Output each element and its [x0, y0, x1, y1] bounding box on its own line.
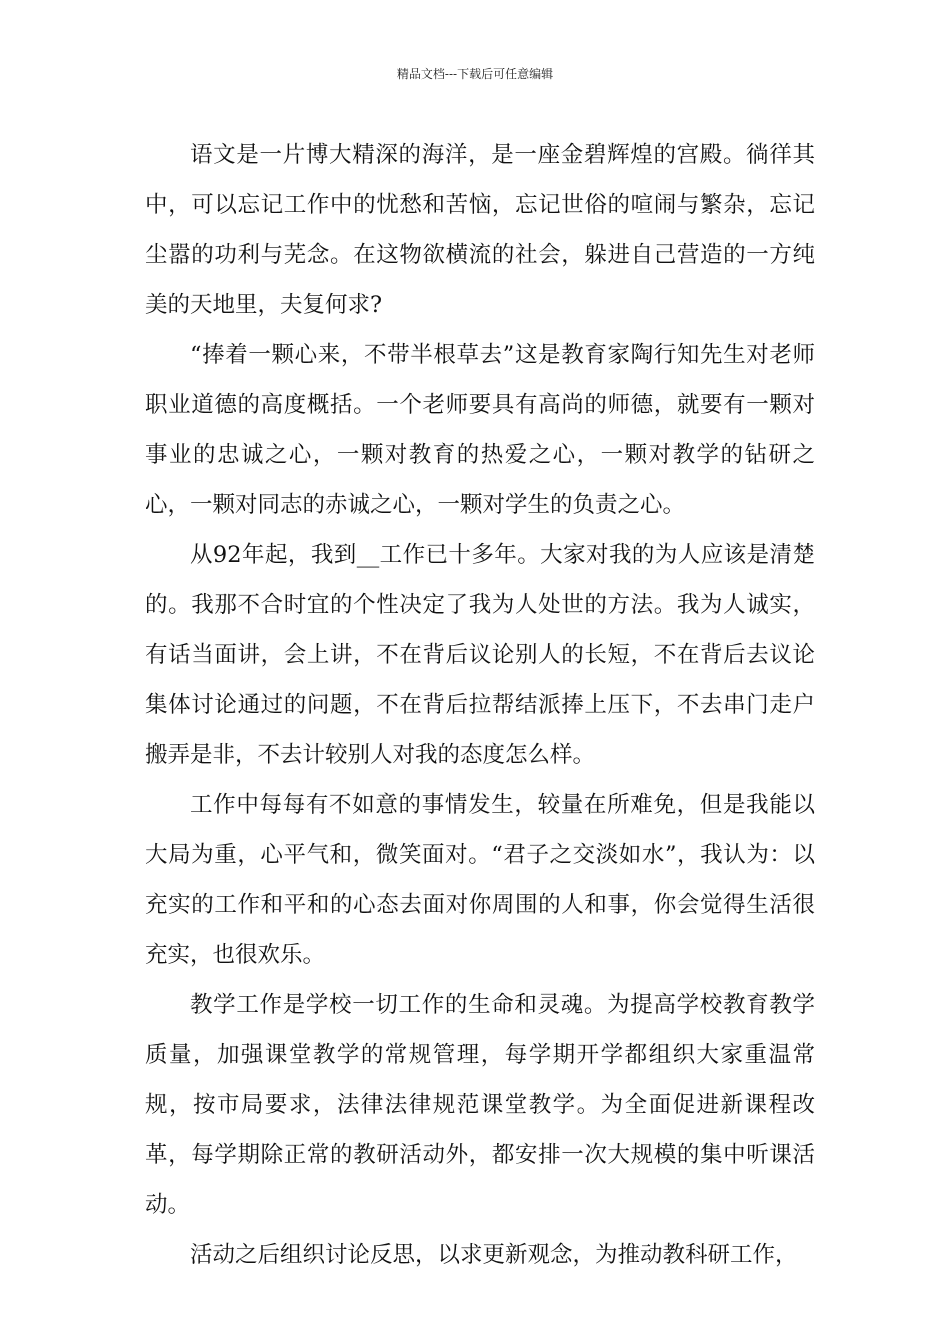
paragraph-6: 活动之后组织讨论反思，以求更新观念，为推动教科研工作， — [190, 1242, 798, 1268]
paragraph-2: “捧着一颗心来，不带半根草去”这是教育家陶行知先生对老师职业道德的高度概括。一个老师要具有高尚的师德，就要有一颗对事业的忠诚之心，一颗对教育的热爱之心，一颗对教学的钻研之心，一颗对同志的赤诚之心，一颗对学生的负责之心。 — [145, 342, 815, 518]
paragraph-1: 语文是一片博大精深的海洋，是一座金碧辉煌的宫殿。徜徉其中，可以忘记工作中的忧愁和苦恼，忘记世俗的喧闹与繁杂，忘记尘嚣的功利与芜念。在这物欲横流的社会，躲进自己营造的一方纯美的天地里，夫复何求? — [145, 142, 815, 318]
paragraph-5: 教学工作是学校一切工作的生命和灵魂。为提高学校教育教学质量，加强课堂教学的常规管理，每学期开学都组织大家重温常规，按市局要求，法律法律规范课堂教学。为全面促进新课程改革，每学期除正常的教研活动外，都安排一次大规模的集中听课活动。 — [145, 992, 815, 1218]
document-body — [145, 130, 815, 1280]
paragraph-3: 从92年起，我到__工作已十多年。大家对我的为人应该是清楚的。我那不合时宜的个性决定了我为人处世的方法。我为人诚实，有话当面讲，会上讲，不在背后议论别人的长短，不在背后去议论集体讨论通过的问题，不在背后拉帮结派捧上压下，不去串门走户搬弄是非，不去计较别人对我的态度怎么样。 — [145, 542, 815, 768]
page-header: 精品文档---下载后可任意编辑 — [396, 67, 554, 81]
paragraph-4: 工作中每每有不如意的事情发生，较量在所难免，但是我能以大局为重，心平气和，微笑面对。“君子之交淡如水”，我认为：以充实的工作和平和的心态去面对你周围的人和事，你会觉得生活很充实，也很欢乐。 — [145, 792, 815, 968]
